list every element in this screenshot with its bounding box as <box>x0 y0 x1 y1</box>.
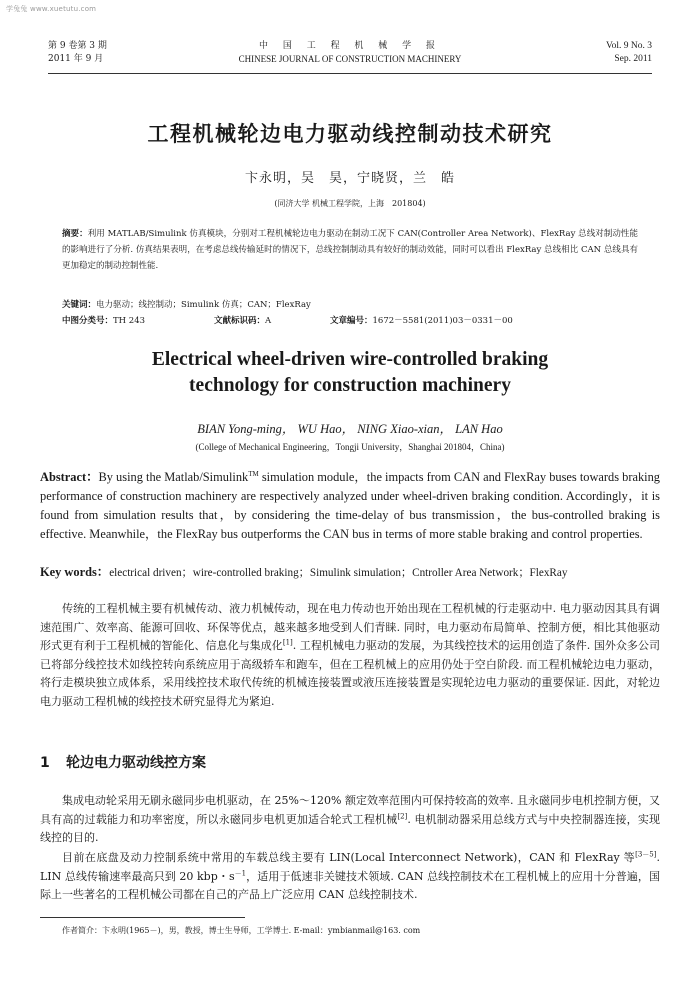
volume-issue-cn: 第 9 卷第 3 期 <box>48 41 107 51</box>
section-heading <box>40 752 206 772</box>
date-en: Sep. 2011 <box>614 54 652 64</box>
author-footnote: 作者简介：卞永明(1965－)，男，教授，博士生导师，工学博士. E-mail：ymbianmail@163. com <box>62 926 421 935</box>
keywords-en-label: Key words： <box>40 565 110 579</box>
affiliation-cn: (同济大学 机械工程学院，上海 201804) <box>274 199 426 208</box>
affiliation-en: (College of Mechanical Engineering，Tongji University，Shanghai 201804，China) <box>195 442 505 452</box>
keywords-en-text: electrical driven；wire-controlled braking；Simulink simulation；Cntroller Area Network；FlexRay <box>109 567 568 579</box>
abstract-cn-label: 摘要： <box>62 229 88 239</box>
citation-ref: [2] <box>397 811 408 820</box>
paper-title-en-line2: technology for construction machinery <box>189 375 511 396</box>
authors-cn: 卞永明，吴 昊，宁晓贤，兰 皓 <box>244 171 455 186</box>
abstract-en-text-1: By using the Matlab/Simulink <box>98 470 249 484</box>
body-paragraph-1: 集成电动轮采用无刷永磁同步电机驱动，在 25%～120% 额定效率范围内可保持较高的效率. 且永磁同步电机控制方便，又具有高的过载能力和功率密度，所以永磁同步电机更加适合轮式工程机械[2]. 电机制动器采用总线方式与中央控制器连接，实现线控的目的. <box>40 794 661 844</box>
keywords-cn-label: 关键词： <box>62 300 97 310</box>
classification-line <box>62 314 638 329</box>
journal-name-cn: 中 国 工 程 机 械 学 报 <box>258 41 442 51</box>
citation-ref: [1] <box>282 638 293 647</box>
date-cn: 2011 年 9 月 <box>48 54 104 64</box>
document-code: 文献标识码：A <box>214 316 272 326</box>
keywords-cn-text: 电力驱动；线控制动；Simulink 仿真；CAN；FlexRay <box>96 300 311 310</box>
footnote-rule <box>40 917 245 918</box>
issue-info-en <box>606 40 652 66</box>
paper-title-en-line1: Electrical wheel-driven wire-controlled braking <box>151 349 549 370</box>
citation-ref: [3－5] <box>635 850 657 859</box>
trademark-sup: TM <box>248 469 259 478</box>
volume-issue-en: Vol. 9 No. 3 <box>605 41 652 51</box>
abstract-en-label: Abstract： <box>40 470 99 484</box>
body-paragraph-2: 目前在底盘及动力控制系统中常用的车载总线主要有 LIN(Local Interconnect Network)，CAN 和 FlexRay 等[3－5]. LIN 总线传输速率最高只到 20 kbp・$s^{-1}$，适用于低速非关键技术领域. CAN 总线控制技术在工程机械上的应用十分普遍，国际上一些著名的工程机械公司都在自己的产品上广泛应用 CAN 总线控制技术. <box>40 850 660 901</box>
abstract-en-text-2: simulation module，the impacts from CAN and FlexRay buses towards braking performance of construction machinery are respectively analyzed under wheel-driven braking condition. Accordingly，it is found from simulation results that，by considering the time-delay of bus transmission，the bus-controlled braking is effective. Meanwhile，the FlexRay bus outperforms the CAN bus in terms of more stable braking and control properties. <box>40 470 660 541</box>
paper-title-cn: 工程机械轮边电力驱动线控制动技术研究 <box>147 122 553 146</box>
abstract-cn <box>62 226 638 274</box>
abstract-cn-text: 利用 MATLAB/Simulink 仿真模块，分别对工程机械轮边电力驱动在制动工况下 CAN(Controller Area Network)、FlexRay 总线对制动性能的影响进行了分析. 仿真结果表明，在考虑总线传输延时的情况下，总线控制制动具有较好的制动效能，同时可以看出 FlexRay 总线相比 CAN 总线具有更加稳定的制动控制性能. <box>62 229 638 271</box>
section-title: 轮边电力驱动线控方案 <box>66 755 206 771</box>
intro-paragraph: 传统的工程机械主要有机械传动、液力机械传动，现在电力传动也开始出现在工程机械的行走驱动中. 电力驱动因其具有调速范围广、效率高、能源可回收、环保等优点，越来越多地受到人们青睐. 同时，电力驱动布局简单、控制方便，相比其他驱动形式更有利于工程机械的智能化、信息化与集成化[1]. 工程机械电力驱动的发展，为其线控技术的运用创造了条件. 国外众多公司已将部分线控技术如线控转向系统应用于高级轿车和跑车，但在工程机械上的应用仍处于空白阶段. 而工程机械轮边电力驱动，将行走模块独立成体系，采用线控技术取代传统的机械连接装置或液压连接装置是实现轮边电力驱动的重要保证. 因此，对轮边电力驱动工程机械的线控技术研究显得尤为紧迫. <box>40 602 661 708</box>
journal-name-en: CHINESE JOURNAL OF CONSTRUCTION MACHINERY <box>238 54 462 64</box>
journal-name <box>48 40 652 66</box>
running-header <box>48 38 652 74</box>
authors-en: BIAN Yong-ming， WU Hao， NING Xiao-xian， LAN Hao <box>197 422 503 436</box>
clc-number: 中图分类号：TH 243 <box>62 316 146 326</box>
keywords-en <box>40 563 660 582</box>
section-number: 1 <box>40 755 50 771</box>
watermark: 学兔兔 www.xuetutu.com <box>6 5 97 13</box>
keywords-cn <box>62 298 638 313</box>
article-number: 文章编号：1672－5581(2011)03－0331－00 <box>330 316 513 326</box>
abstract-en <box>40 468 660 544</box>
paper-title-en <box>0 347 700 399</box>
unit-exponent: －1 <box>234 868 247 877</box>
